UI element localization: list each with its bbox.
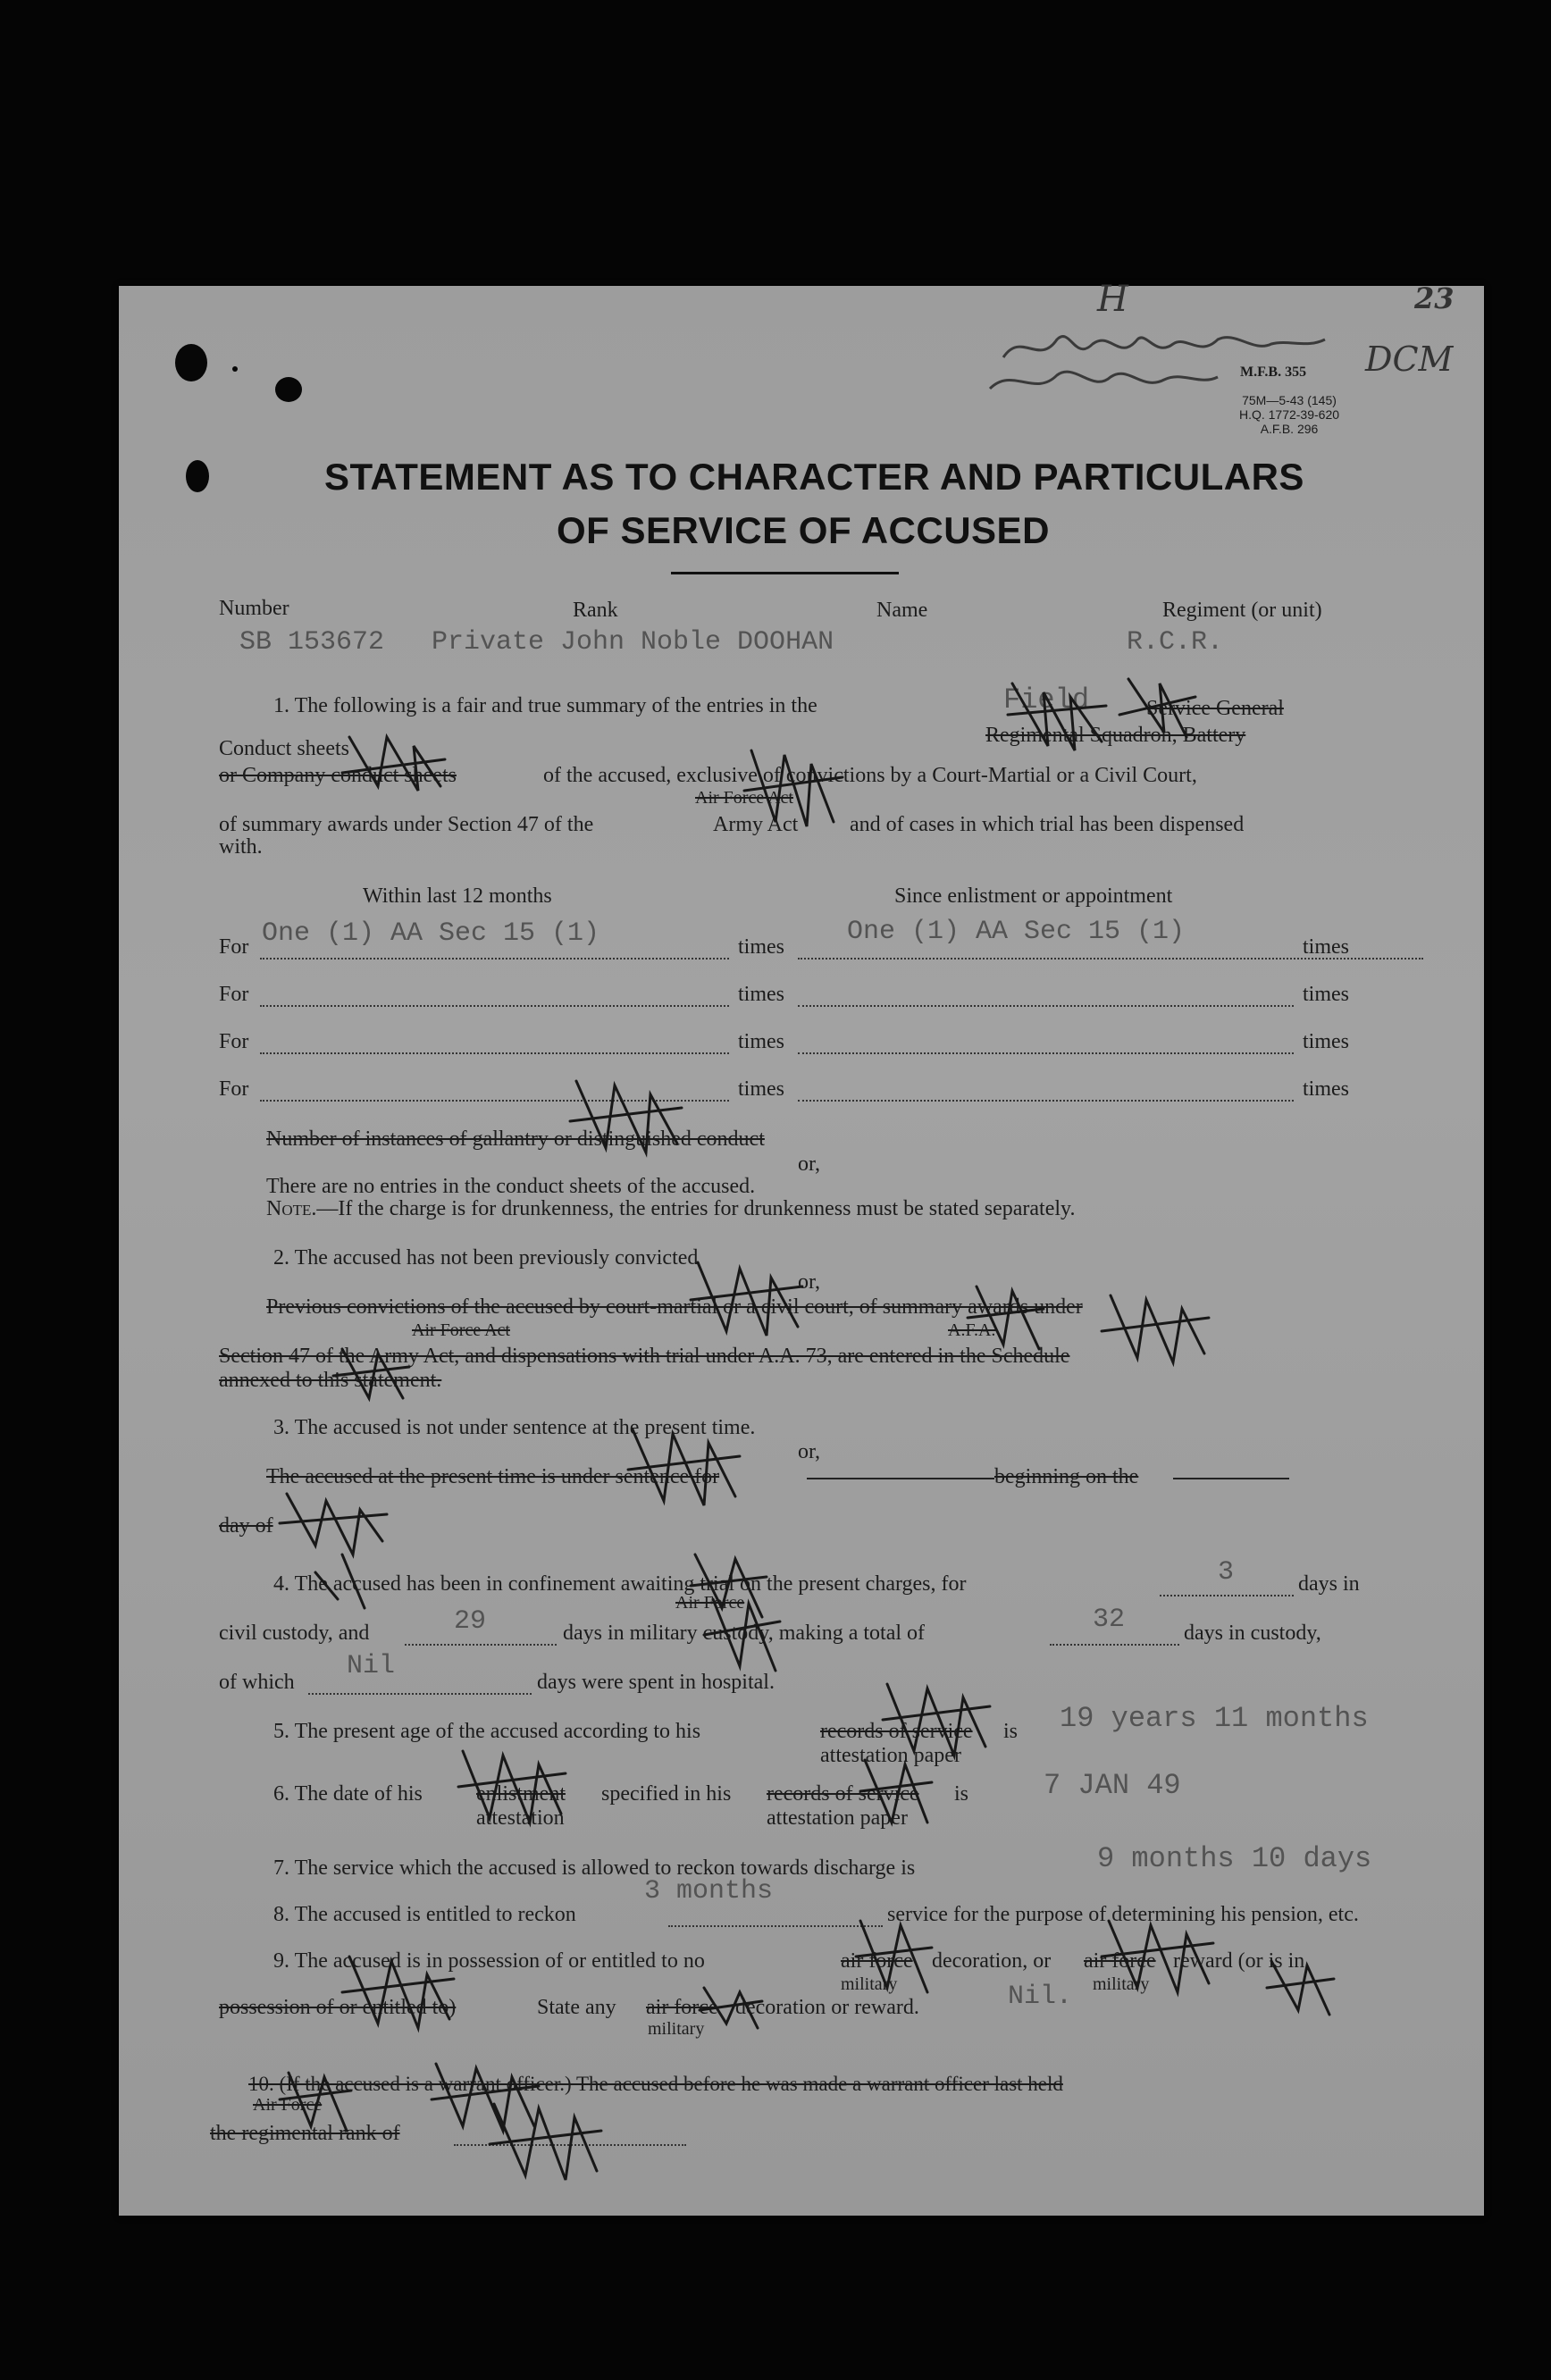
s4-military-days: 29 xyxy=(454,1606,487,1637)
page-number: 23 xyxy=(1414,281,1455,315)
s2-struck3: annexed to this statement. xyxy=(219,1369,442,1392)
s5-value: 19 years 11 months xyxy=(1060,1702,1369,1735)
note-text: —If the charge is for drunkenness, the entries for drunkenness must be stated separately. xyxy=(316,1197,1076,1220)
s9-line1: 9. The accused is in possession of or entitled to no xyxy=(273,1949,705,1973)
accused-rank-name: Private John Noble DOOHAN xyxy=(432,627,834,658)
row-within-value: One (1) AA Sec 15 (1) xyxy=(262,918,600,949)
s1-air-force-act: Air Force Act xyxy=(695,788,793,808)
s5-line1: 5. The present age of the accused according to his xyxy=(273,1720,701,1743)
s9-mid: decoration, or xyxy=(932,1949,1052,1973)
for-label: For xyxy=(219,1030,249,1053)
s1-line3: of summary awards under Section 47 of the xyxy=(219,813,594,836)
s6-struck2: records of service xyxy=(767,1782,919,1806)
s5-inserted: attestation paper xyxy=(820,1744,961,1767)
times-label: times xyxy=(738,1030,784,1053)
s1-conduct-sheets: Conduct sheets xyxy=(219,737,349,760)
s4-civil-days: 3 xyxy=(1218,1557,1235,1588)
s7-value: 9 months 10 days xyxy=(1097,1842,1372,1875)
s2-or: or, xyxy=(798,1270,821,1294)
s1-struck-second: Regimental Squadron, Battery xyxy=(985,724,1246,747)
s6-inserted1: attestation xyxy=(476,1806,565,1830)
s9-struck-b: air force xyxy=(1084,1949,1156,1973)
s7-line1: 7. The service which the accused is allowed to reckon towards discharge is xyxy=(273,1856,916,1880)
s2-struck1: Previous convictions of the accused by court-martial or a civil court, of summary awards under xyxy=(266,1295,1083,1319)
s4-days-in: days in xyxy=(1298,1572,1360,1596)
for-label: For xyxy=(219,983,249,1006)
s1-gallantry: Number of instances of gallantry or distinguished conduct xyxy=(266,1127,765,1151)
s1-company-struck: or Company conduct sheets xyxy=(219,764,457,787)
s9-value: Nil. xyxy=(1008,1982,1073,2012)
s2-afa: A.F.A. xyxy=(948,1320,996,1340)
s4-line2b: days in military custody, making a total of xyxy=(563,1622,926,1645)
page-title: STATEMENT AS TO CHARACTER AND PARTICULARS xyxy=(324,456,1304,498)
s8-value: 3 months xyxy=(644,1876,774,1907)
times-label: times xyxy=(738,1077,784,1101)
page-subtitle: OF SERVICE OF ACCUSED xyxy=(557,509,1050,551)
s4-line1: 4. The accused has been in confinement awaiting trial on the present charges, for xyxy=(273,1572,967,1596)
s5-struck: records of service xyxy=(820,1720,973,1743)
s3-line1: 3. The accused is not under sentence at the present time. xyxy=(273,1416,756,1439)
for-label: For xyxy=(219,1077,249,1101)
s9-line2: State any xyxy=(537,1996,616,2019)
s6-line1: 6. The date of his xyxy=(273,1782,423,1806)
handwritten-dcm: DCM xyxy=(1365,339,1454,379)
s1-line2: of the accused, exclusive of convictions by a Court-Martial or a Civil Court, xyxy=(543,764,1197,787)
s6-mid: specified in his xyxy=(601,1782,732,1806)
print-line: 75M—5-43 (145) xyxy=(1242,393,1337,407)
document-sheet xyxy=(119,279,1484,2216)
handwritten-h: H xyxy=(1097,279,1128,320)
s8-line1a: 8. The accused is entitled to reckon xyxy=(273,1903,576,1926)
s10-air-force: Air Force xyxy=(253,2095,323,2115)
s9-end: reward (or is in xyxy=(1173,1949,1305,1973)
s2-struck2: Section 47 of the Army Act, and dispensations with trial under A.A. 73, are entered in the Schedule xyxy=(219,1345,1070,1368)
s4-air-force: Air Force xyxy=(675,1593,745,1613)
within-header: Within last 12 months xyxy=(363,884,552,908)
accused-number: SB 153672 xyxy=(239,627,385,658)
s4-total-days: 32 xyxy=(1093,1605,1126,1635)
s3-struck2: day of xyxy=(219,1514,273,1538)
s4-line2a: civil custody, and xyxy=(219,1622,370,1645)
s2-line1: 2. The accused has not been previously convicted xyxy=(273,1246,699,1270)
s1-struck-top: Service General xyxy=(1146,697,1284,720)
s1-with: with. xyxy=(219,835,263,859)
times-label: times xyxy=(1303,1077,1349,1101)
s9-struck-a2: air force xyxy=(646,1996,718,2019)
s1-field: Field xyxy=(1003,683,1090,717)
row-since-value: One (1) AA Sec 15 (1) xyxy=(847,917,1186,947)
s3-or: or, xyxy=(798,1440,821,1463)
s9-struck-a: air force xyxy=(841,1949,913,1973)
s5-is: is xyxy=(1003,1720,1019,1743)
since-header: Since enlistment or appointment xyxy=(894,884,1173,908)
print-line: A.F.B. 296 xyxy=(1260,422,1319,436)
s10-struck1: 10. (If the accused is a warrant officer.) The accused before he was made a warrant officer last held xyxy=(248,2073,1063,2095)
times-label: times xyxy=(738,935,784,959)
s2-air-force-act: Air Force Act xyxy=(412,1320,510,1340)
s6-is: is xyxy=(954,1782,969,1806)
s1-line3-rest: and of cases in which trial has been dispensed xyxy=(850,813,1245,836)
s1-army-act: Army Act xyxy=(713,813,799,836)
cancellation-scribbles xyxy=(119,286,1484,2216)
header-name: Name xyxy=(876,599,928,622)
s4-hospital-days: Nil xyxy=(347,1651,396,1681)
s6-struck1: enlistment xyxy=(476,1782,566,1806)
times-label: times xyxy=(1303,1030,1349,1053)
print-line: H.Q. 1772-39-620 xyxy=(1238,407,1340,422)
header-regiment: Regiment (or unit) xyxy=(1162,599,1322,622)
s10-struck2: the regimental rank of xyxy=(210,2122,400,2145)
s1-no-entries: There are no entries in the conduct sheets of the accused. xyxy=(266,1175,756,1198)
times-label: times xyxy=(738,983,784,1006)
s6-inserted2: attestation paper xyxy=(767,1806,908,1830)
s9-military: military xyxy=(1093,1974,1150,1994)
for-label: For xyxy=(219,935,249,959)
header-number: Number xyxy=(219,597,289,620)
accused-regiment: R.C.R. xyxy=(1127,627,1224,658)
form-id: M.F.B. 355 xyxy=(1240,365,1307,380)
s4-line3a: of which xyxy=(219,1671,295,1694)
s4-line2c: days in custody, xyxy=(1184,1622,1321,1645)
s8-line1b: service for the purpose of determining his pension, etc. xyxy=(887,1903,1359,1926)
s9-line2-struck: possession of or entitled to) xyxy=(219,1996,457,2019)
s1-intro: 1. The following is a fair and true summary of the entries in the xyxy=(273,694,817,717)
s1-or: or, xyxy=(798,1152,821,1176)
s3-struck1: The accused at the present time is under sentence for xyxy=(266,1465,720,1488)
times-label: times xyxy=(1303,983,1349,1006)
note-label: Note. xyxy=(266,1197,317,1220)
s9-military: military xyxy=(841,1974,898,1994)
times-label: times xyxy=(1303,935,1349,959)
s9-military2: military xyxy=(648,2019,705,2039)
s3-struck1b: beginning on the xyxy=(994,1465,1139,1488)
s9-line2b: decoration or reward. xyxy=(735,1996,919,2019)
s6-value: 7 JAN 49 xyxy=(1044,1769,1181,1802)
s4-line3b: days were spent in hospital. xyxy=(537,1671,775,1694)
header-rank: Rank xyxy=(573,599,618,622)
